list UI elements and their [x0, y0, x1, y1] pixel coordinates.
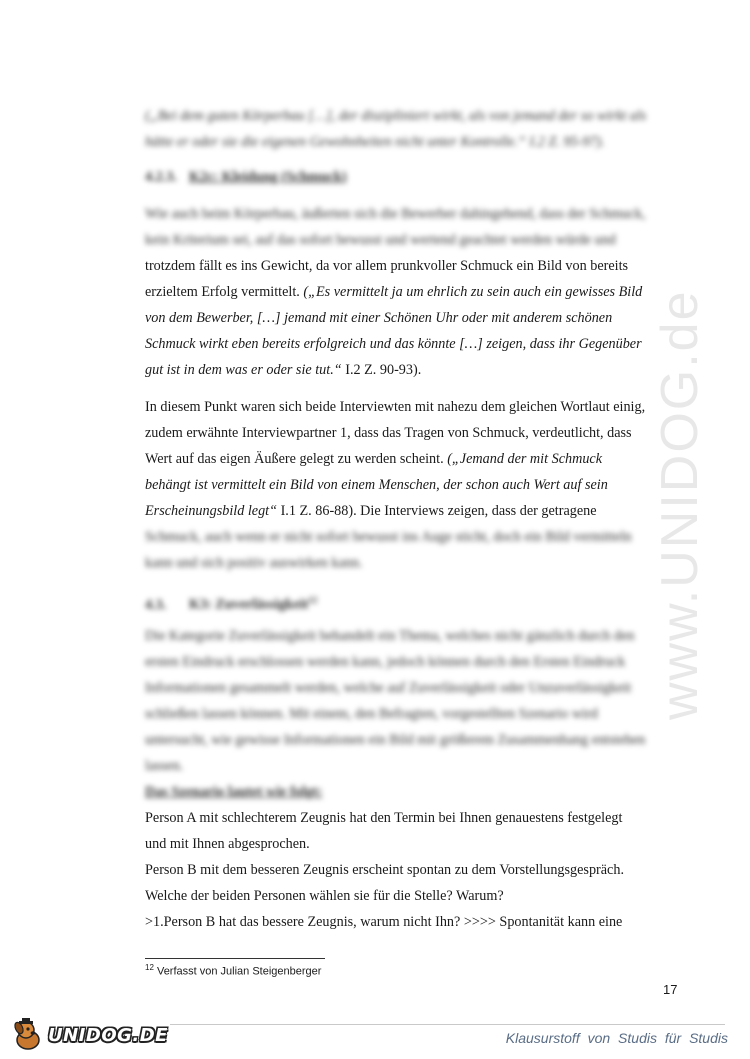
- blurred-line: untersucht, wie gewisse Informationen ein Bild mit größerem Zusammenhang entstehen: [145, 732, 646, 748]
- section-heading-4-3: 4.3. K3: Zuverlässigkeit$^{12}$: [145, 595, 318, 613]
- body-line: erzieltem Erfolg vermittelt. („Es vermittelt ja um ehrlich zu sein auch ein gewisses Bild: [145, 284, 643, 300]
- section-heading-4-2-3: 4.2.3. K2c: Kleidung (Schmuck): [145, 169, 347, 185]
- blurred-line: Schmuck, auch wenn er nicht sofort bewusst ins Auge sticht, doch ein Bild vermitteln: [145, 529, 632, 545]
- footnote: $^{12}$ Verfasst von Julian Steigenberger: [145, 963, 322, 978]
- blurred-line: („Bei dem guten Körperbau […], der diszipliniert wirkt, als von jemand der so wirkt als: [145, 108, 647, 124]
- body-line: von dem Bewerber, […] jemand mit einer Schönen Uhr oder mit anderem schönen: [145, 310, 613, 326]
- blurred-line: Die Kategorie Zuverlässigkeit behandelt ein Thema, welches nicht gänzlich durch den: [145, 628, 635, 644]
- dog-mascot-icon: [10, 1018, 46, 1052]
- blurred-line: schließen lassen können. Mit einem, den Befragten, vorgestellten Szenario wird: [145, 706, 598, 722]
- blurred-line: lassen.: [145, 758, 184, 774]
- blurred-line: kein Kriterium sei, auf das sofort bewusst und wertend geachtet werden würde und: [145, 232, 616, 248]
- page-number: 17: [663, 982, 678, 997]
- scenario-line: Person B mit dem besseren Zeugnis erscheint spontan zu dem Vorstellungsgespräch.: [145, 862, 624, 878]
- unidog-logo[interactable]: [10, 1018, 168, 1052]
- body-line: Wert auf das eigen Äußere gelegt zu werden scheint. („Jemand der mit Schmuck: [145, 451, 603, 467]
- scenario-heading: Das Szenario lautet wie folgt:: [145, 784, 323, 800]
- footnote-rule: [145, 958, 325, 959]
- blurred-line: Informationen gesammelt werden, welche auf Zuverlässigkeit oder Unzuverlässigkeit: [145, 680, 632, 696]
- scenario-line: >1.Person B hat das bessere Zeugnis, warum nicht Ihn? >>>> Spontanität kann eine: [145, 914, 623, 930]
- body-line: zudem erwähnte Interviewpartner 1, dass das Tragen von Schmuck, verdeutlicht, dass: [145, 425, 632, 441]
- blurred-line: hätte er oder sie die eigenen Gewohnheiten nicht unter Kontrolle.“ I.2 Z. 95-97).: [145, 134, 605, 150]
- footer-tagline: Klausurstoff von Studis für Studis: [505, 1030, 728, 1046]
- blurred-line: ersten Eindruck erschlossen werden kann, jedoch können durch den Ersten Eindruck: [145, 654, 626, 670]
- body-line: In diesem Punkt waren sich beide Interviewten mit nahezu dem gleichen Wortlaut einig,: [145, 399, 646, 415]
- scenario-line: Welche der beiden Personen wählen sie für die Stelle? Warum?: [145, 888, 504, 904]
- blurred-line: kann und sich positiv auswirken kann.: [145, 555, 363, 571]
- body-line: behängt ist vermittelt ein Bild von einem Menschen, der schon auch Wert auf sein: [145, 477, 608, 493]
- watermark-text: www.UNIDOG.de: [651, 289, 709, 720]
- logo-text: UNIDOG.DE: [48, 1024, 168, 1046]
- body-line: gut ist in dem was er oder sie tut.“ I.2 Z. 90-93).: [145, 362, 422, 378]
- footer-rule: [170, 1024, 725, 1025]
- body-line: Schmuck wirkt eben bereits erfolgreich und das könnte […] zeigen, dass ihr Gegenüber: [145, 336, 642, 352]
- body-line: trotzdem fällt es ins Gewicht, da vor allem prunkvoller Schmuck ein Bild von bereits: [145, 258, 629, 274]
- blurred-line: Wie auch beim Körperbau, äußerten sich die Bewerber dahingehend, dass der Schmuck,: [145, 206, 646, 222]
- scenario-line: und mit Ihnen abgesprochen.: [145, 836, 310, 852]
- scenario-line: Person A mit schlechterem Zeugnis hat den Termin bei Ihnen genauestens festgelegt: [145, 810, 623, 826]
- body-line: Erscheinungsbild legt“ I.1 Z. 86-88). Die Interviews zeigen, dass der getragene: [145, 503, 597, 519]
